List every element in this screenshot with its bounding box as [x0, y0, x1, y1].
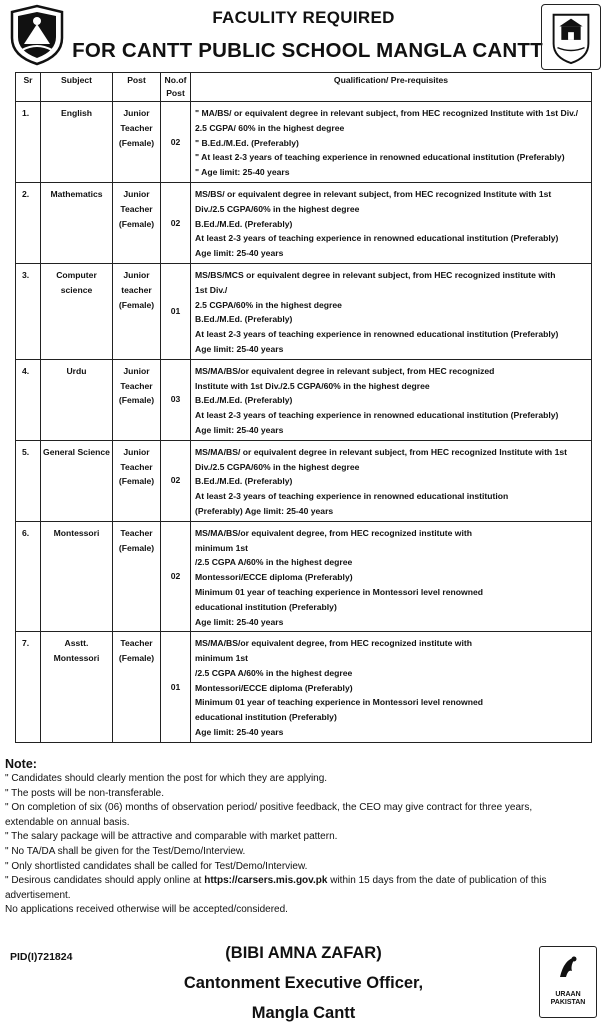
qualification-line: MS/BS/ or equivalent degree in relevant subject, from HEC recognized Institute with 1st [195, 188, 552, 199]
table-row [16, 102, 592, 183]
row-sr: 7. [16, 632, 41, 743]
row-post: Junior Teacher (Female) [113, 359, 161, 440]
qualification-line: Institute with 1st Div./2.5 CGPA/60% in the highest degree [195, 380, 430, 391]
qualification-line: minimum 1st [195, 542, 249, 553]
qualification-line: 2.5 CGPA/ 60% in the highest degree [195, 122, 345, 133]
qualification-line: " Age limit: 25-40 years [195, 167, 290, 178]
qualification-line: Age limit: 25-40 years [195, 616, 284, 627]
qualification-line: educational institution (Preferably) [195, 601, 337, 612]
qualification-line: At least 2-3 years of teaching experience in renowned educational institution (Preferably) [195, 329, 559, 340]
row-qualification [191, 182, 592, 263]
row-post: Junior Teacher (Female) [113, 440, 161, 521]
row-subject: General Science [41, 440, 113, 521]
row-post: Junior teacher (Female) [113, 263, 161, 359]
table-row [16, 182, 592, 263]
advert-subtitle: FOR CANTT PUBLIC SCHOOL MANGLA CANTT [72, 39, 543, 62]
apply-url-link[interactable]: https://carsers.mis.gov.pk [204, 875, 328, 887]
row-sr: 4. [16, 359, 41, 440]
row-qualification [191, 359, 592, 440]
note-item: extendable on annual basis. [5, 816, 130, 828]
table-row [16, 521, 592, 632]
advert-footer [0, 940, 607, 1024]
qualification-line: MS/MA/BS/or equivalent degree, from HEC recognized institute with [195, 638, 472, 649]
qualification-line: B.Ed./M.Ed. (Preferably) [195, 395, 293, 406]
qualification-line: Montessori/ECCE diploma (Preferably) [195, 682, 353, 693]
qualification-line: /2.5 CGPA A/60% in the highest degree [195, 667, 353, 678]
row-qualification [191, 263, 592, 359]
qualification-line: 2.5 CGPA/60% in the highest degree [195, 299, 342, 310]
note-apply-online: " Desirous candidates should apply online at https://carsers.mis.gov.pk within 15 days from the date of publication of this advertisement. [5, 875, 547, 901]
qualification-line: Div./2.5 CGPA/60% in the highest degree [195, 203, 360, 214]
qualification-line: minimum 1st [195, 653, 249, 664]
signatory-name: (BIBI AMNA ZAFAR) [225, 944, 382, 962]
qualification-line: MS/BS/MCS or equivalent degree in relevant subject, from HEC recognized institute with [195, 269, 556, 280]
row-qualification [191, 632, 592, 743]
qualification-line: " B.Ed./M.Ed. (Preferably) [195, 137, 299, 148]
notes-list [5, 772, 600, 874]
qualification-line: " At least 2-3 years of teaching experience in renowned educational institution (Preferably) [195, 152, 565, 163]
pid-number: PID(I)721824 [10, 951, 73, 963]
row-sr: 6. [16, 521, 41, 632]
row-sr: 5. [16, 440, 41, 521]
row-qualification [191, 102, 592, 183]
note-item: " The salary package will be attractive and comparable with market pattern. [5, 831, 338, 843]
note-item: " Candidates should clearly mention the post for which they are applying. [5, 773, 328, 784]
qualification-line: " MA/BS/ or equivalent degree in relevant subject, from HEC recognized Institute with 1st Div./ [195, 108, 579, 118]
table-row [16, 632, 592, 743]
qualification-line: MS/MA/BS/or equivalent degree, from HEC recognized institute with [195, 527, 472, 538]
qualification-line: B.Ed./M.Ed. (Preferably) [195, 218, 293, 229]
header-post: Post [113, 73, 161, 102]
qualification-line: Age limit: 25-40 years [195, 727, 284, 738]
row-sr: 3. [16, 263, 41, 359]
qualification-line: B.Ed./M.Ed. (Preferably) [195, 476, 293, 487]
row-post: Junior Teacher (Female) [113, 182, 161, 263]
qualification-line: At least 2-3 years of teaching experience in renowned educational institution (Preferably) [195, 410, 559, 421]
qualification-line: MS/MA/BS/or equivalent degree in relevant subject, from HEC recognized [195, 365, 495, 376]
table-header-row [16, 73, 592, 102]
row-subject: Mathematics [41, 182, 113, 263]
notes-heading: Note: [5, 757, 37, 771]
qualification-line: Div./2.5 CGPA/60% in the highest degree [195, 461, 360, 472]
uraan-logo-text: URAAN PAKISTAN [550, 991, 586, 1006]
row-post: Teacher (Female) [113, 632, 161, 743]
row-subject: English [41, 102, 113, 183]
advert-title: FACULITY REQUIRED [212, 8, 395, 27]
table-row [16, 359, 592, 440]
qualification-line: MS/MA/BS/ or equivalent degree in relevant subject, from HEC recognized Institute with 1st [195, 446, 567, 457]
header-subject: Subject [41, 73, 113, 102]
qualification-line: /2.5 CGPA A/60% in the highest degree [195, 557, 353, 568]
qualification-line: Age limit: 25-40 years [195, 424, 284, 435]
header-qualification: Qualification/ Pre-requisites [191, 73, 592, 102]
row-subject: Montessori [41, 521, 113, 632]
table-row [16, 263, 592, 359]
row-no-of-post: 02 [161, 440, 191, 521]
row-subject: Urdu [41, 359, 113, 440]
school-crest-icon [541, 4, 601, 70]
qualification-line: Minimum 01 year of teaching experience in Montessori level renowned [195, 697, 483, 708]
qualification-line: Minimum 01 year of teaching experience in Montessori level renowned [195, 586, 483, 597]
qualification-line: B.Ed./M.Ed. (Preferably) [195, 314, 293, 325]
note-item: " The posts will be non-transferable. [5, 787, 165, 799]
note-last-line: No applications received otherwise will be accepted/considered. [5, 904, 288, 916]
row-subject: Asstt. Montessori [41, 632, 113, 743]
qualification-line: (Preferably) Age limit: 25-40 years [195, 505, 334, 516]
qualification-line: 1st Div./ [195, 284, 228, 295]
note-item: " Only shortlisted candidates shall be called for Test/Demo/Interview. [5, 860, 308, 872]
table-row [16, 440, 592, 521]
row-post: Teacher (Female) [113, 521, 161, 632]
row-qualification [191, 521, 592, 632]
row-sr: 2. [16, 182, 41, 263]
notes-section [5, 756, 600, 918]
qualification-line: Montessori/ECCE diploma (Preferably) [195, 572, 353, 583]
header-no-of-post: No.of Post [161, 73, 191, 102]
qualification-line: At least 2-3 years of teaching experience in renowned educational institution (Preferably) [195, 233, 559, 244]
row-no-of-post: 01 [161, 263, 191, 359]
row-no-of-post: 02 [161, 521, 191, 632]
signatory-title: Cantonment Executive Officer, [183, 974, 424, 992]
qualification-line: educational institution (Preferably) [195, 712, 337, 723]
qualification-line: Age limit: 25-40 years [195, 343, 284, 354]
row-post: Junior Teacher (Female) [113, 102, 161, 183]
header-sr: Sr [16, 73, 41, 102]
row-no-of-post: 02 [161, 102, 191, 183]
row-subject: Computer science [41, 263, 113, 359]
uraan-pakistan-logo [539, 946, 597, 1018]
row-no-of-post: 01 [161, 632, 191, 743]
vacancy-table [15, 72, 592, 743]
qualification-line: At least 2-3 years of teaching experience in renowned educational institution [195, 491, 509, 502]
uraan-bird-icon [540, 947, 598, 991]
note-item: " No TA/DA shall be given for the Test/Demo/Interview. [5, 845, 246, 857]
qualification-line: Age limit: 25-40 years [195, 248, 284, 259]
row-no-of-post: 03 [161, 359, 191, 440]
row-no-of-post: 02 [161, 182, 191, 263]
signatory-location: Mangla Cantt [251, 1004, 356, 1022]
row-sr: 1. [16, 102, 41, 183]
note-item: " On completion of six (06) months of observation period/ positive feedback, the CEO may give contract for three years, [5, 802, 533, 814]
row-qualification [191, 440, 592, 521]
advert-header [0, 0, 607, 72]
